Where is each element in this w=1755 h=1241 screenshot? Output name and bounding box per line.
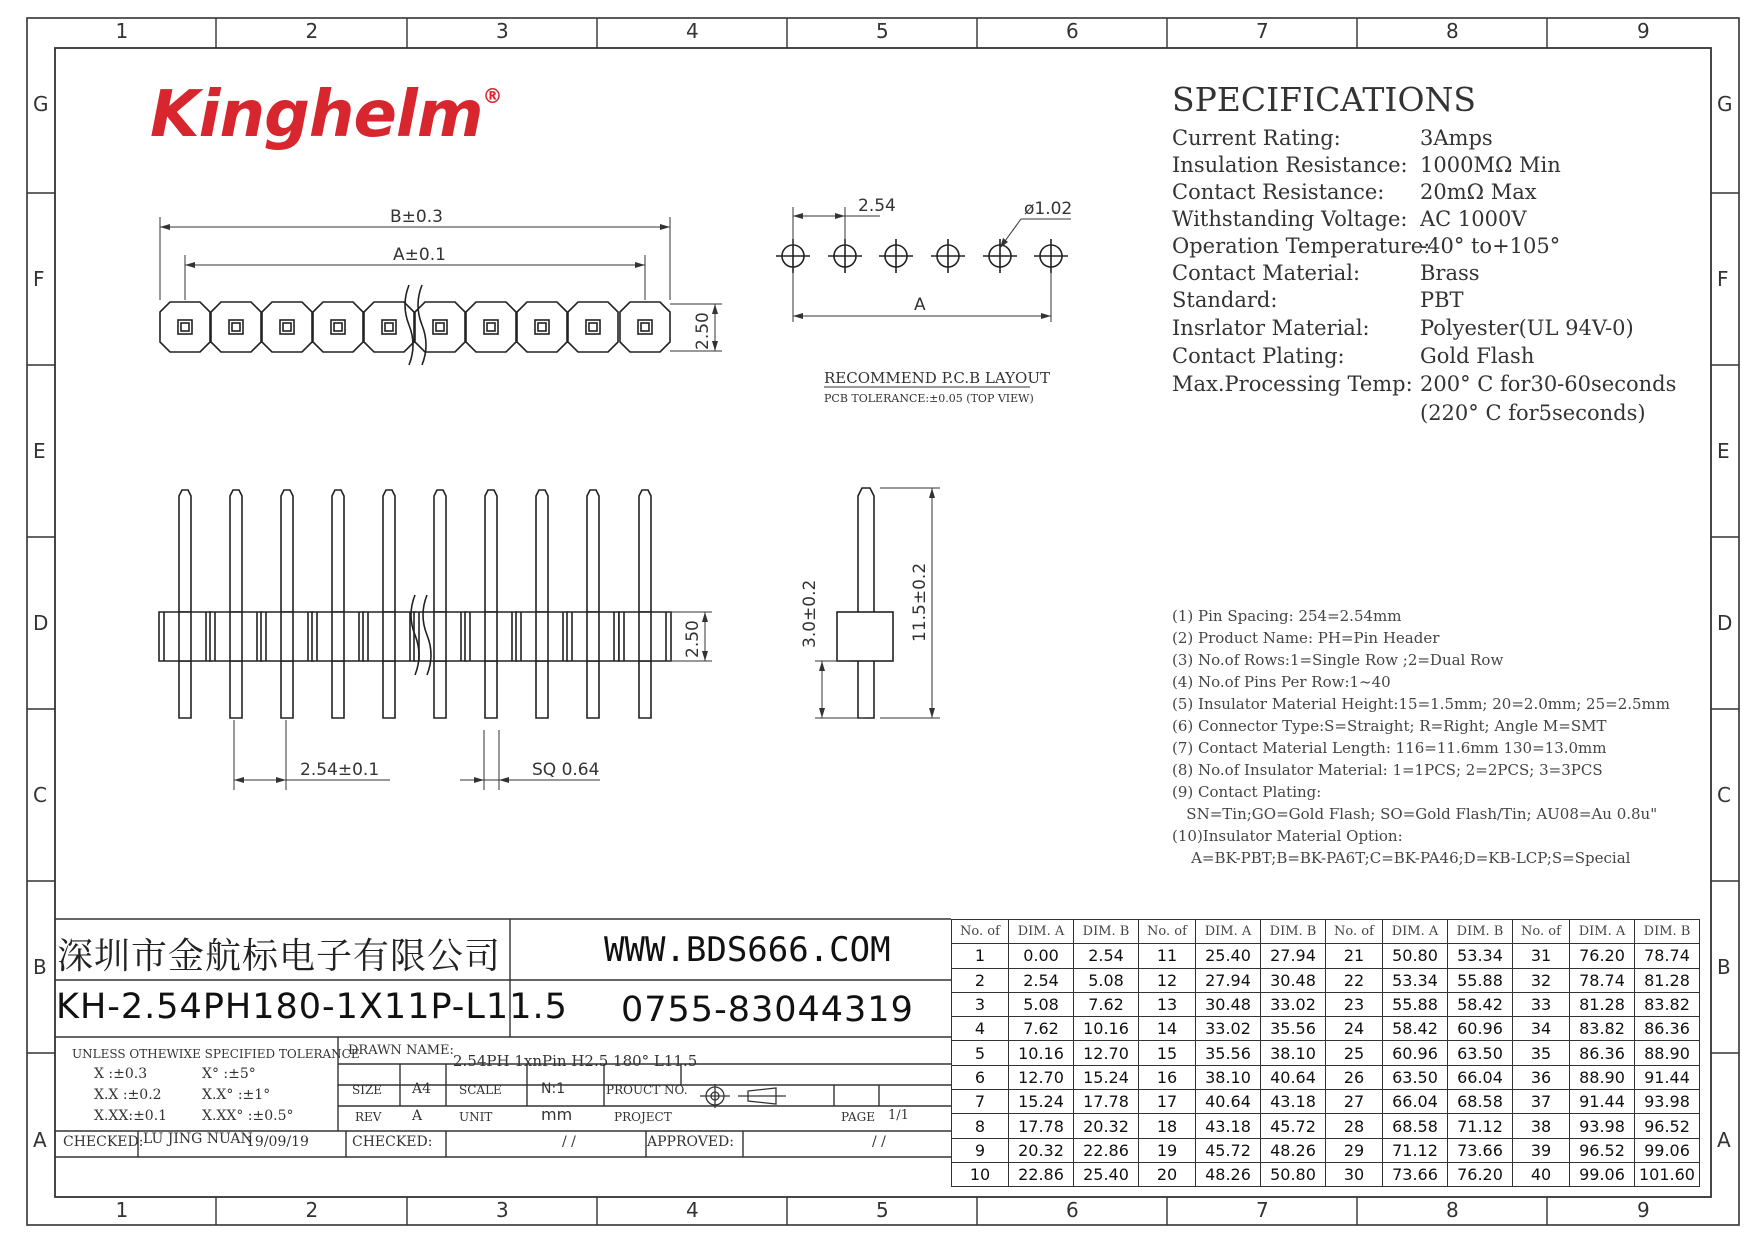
table-header-row xyxy=(952,920,1700,944)
table-cell: 60.96 xyxy=(1448,1017,1513,1041)
checked2-date: / / xyxy=(562,1134,576,1150)
table-cell: 96.52 xyxy=(1570,1138,1635,1162)
table-cell: 10.16 xyxy=(1009,1041,1074,1065)
table-cell: 91.44 xyxy=(1570,1090,1635,1114)
table-cell: 12 xyxy=(1139,968,1196,992)
table-cell: 43.18 xyxy=(1196,1114,1261,1138)
page-value: 1/1 xyxy=(888,1108,909,1123)
table-row xyxy=(952,1065,1700,1089)
top-height-label: 2.50 xyxy=(693,312,713,350)
table-cell: 78.74 xyxy=(1635,944,1700,968)
side-length-label: 11.5±0.2 xyxy=(910,562,930,642)
table-row xyxy=(952,1041,1700,1065)
frame-column-label: 6 xyxy=(1066,19,1079,43)
table-cell: 30 xyxy=(1326,1162,1383,1186)
table-cell: 29 xyxy=(1326,1138,1383,1162)
frame-column-label: 1 xyxy=(115,19,129,43)
spec-label: Contact Plating: xyxy=(1172,344,1345,368)
table-cell: 0.00 xyxy=(1009,944,1074,968)
spec-value: AC 1000V xyxy=(1420,207,1527,231)
table-cell: 25.40 xyxy=(1196,944,1261,968)
table-cell: 10 xyxy=(952,1162,1009,1186)
front-pin-label: SQ 0.64 xyxy=(532,760,600,780)
table-header: No. of xyxy=(1513,920,1570,944)
frame-column-label: 7 xyxy=(1256,19,1269,43)
size-value: A4 xyxy=(412,1081,432,1097)
table-cell: 68.58 xyxy=(1448,1090,1513,1114)
note-item: A=BK-PBT;B=BK-PA6T;C=BK-PA46;D=KB-LCP;S=Special xyxy=(1172,849,1631,867)
table-cell: 15 xyxy=(1139,1041,1196,1065)
table-header: DIM. A xyxy=(1196,920,1261,944)
note-item: (2) Product Name: PH=Pin Header xyxy=(1172,629,1440,647)
frame-row-label: E xyxy=(33,439,46,463)
frame-column-label: 8 xyxy=(1446,1198,1459,1222)
frame-column-label: 1 xyxy=(115,1198,129,1222)
spec-label: Insulation Resistance: xyxy=(1172,153,1408,177)
pcb-layout-title: RECOMMEND P.C.B LAYOUT xyxy=(824,369,1050,387)
page-label: PAGE xyxy=(841,1110,875,1124)
table-cell: 7 xyxy=(952,1090,1009,1114)
spec-label: Withstanding Voltage: xyxy=(1172,207,1408,231)
spec-value: 3Amps xyxy=(1420,126,1493,150)
size-label: SIZE xyxy=(352,1083,383,1097)
table-cell: 22 xyxy=(1326,968,1383,992)
table-cell: 78.74 xyxy=(1570,968,1635,992)
table-cell: 101.60 xyxy=(1635,1162,1700,1186)
frame-column-label: 9 xyxy=(1637,19,1650,43)
table-cell: 17.78 xyxy=(1009,1114,1074,1138)
tolerance-line-1: X :±0.3 xyxy=(94,1066,148,1082)
website: WWW.BDS666.COM xyxy=(604,930,891,970)
table-cell: 23 xyxy=(1326,992,1383,1016)
specifications-title: SPECIFICATIONS xyxy=(1172,80,1476,119)
phone-number: 0755-83044319 xyxy=(621,990,914,1030)
checked-label: CHECKED: xyxy=(63,1134,144,1150)
rev-value: A xyxy=(412,1108,423,1124)
table-header: No. of xyxy=(952,920,1009,944)
frame-column-label: 2 xyxy=(305,19,319,43)
table-cell: 35.56 xyxy=(1261,1017,1326,1041)
table-cell: 71.12 xyxy=(1448,1114,1513,1138)
dimension-table xyxy=(951,919,1700,1187)
spec-value: Brass xyxy=(1420,261,1480,285)
table-cell: 7.62 xyxy=(1074,992,1139,1016)
spec-value: Polyester(UL 94V-0) xyxy=(1420,316,1634,340)
table-row xyxy=(952,1138,1700,1162)
table-cell: 40.64 xyxy=(1196,1090,1261,1114)
frame-row-label: E xyxy=(1717,439,1730,463)
spec-value: -40° to+105° xyxy=(1420,234,1561,258)
table-cell: 58.42 xyxy=(1383,1017,1448,1041)
table-cell: 27.94 xyxy=(1261,944,1326,968)
projection-symbol xyxy=(700,1084,786,1108)
table-cell: 25.40 xyxy=(1074,1162,1139,1186)
spec-value: Gold Flash xyxy=(1420,344,1535,368)
table-cell: 60.96 xyxy=(1383,1041,1448,1065)
table-cell: 88.90 xyxy=(1635,1041,1700,1065)
scale-value: N:1 xyxy=(541,1081,566,1097)
spec-value: 200° C for30-60seconds xyxy=(1420,372,1677,396)
table-cell: 19 xyxy=(1139,1138,1196,1162)
table-cell: 88.90 xyxy=(1570,1065,1635,1089)
table-cell: 28 xyxy=(1326,1114,1383,1138)
table-cell: 31 xyxy=(1513,944,1570,968)
frame-column-label: 8 xyxy=(1446,19,1459,43)
table-cell: 5.08 xyxy=(1074,968,1139,992)
checked2-label: CHECKED: xyxy=(352,1134,433,1150)
table-cell: 15.24 xyxy=(1009,1090,1074,1114)
pcb-hole-label: ø1.02 xyxy=(1024,199,1073,219)
table-cell: 48.26 xyxy=(1261,1138,1326,1162)
table-cell: 71.12 xyxy=(1383,1138,1448,1162)
table-header: DIM. A xyxy=(1383,920,1448,944)
table-cell: 33.02 xyxy=(1196,1017,1261,1041)
table-cell: 9 xyxy=(952,1138,1009,1162)
frame-column-label: 4 xyxy=(686,1198,699,1222)
table-cell: 22.86 xyxy=(1009,1162,1074,1186)
table-row xyxy=(952,1090,1700,1114)
table-cell: 86.36 xyxy=(1635,1017,1700,1041)
table-cell: 83.82 xyxy=(1635,992,1700,1016)
table-cell: 35.56 xyxy=(1196,1041,1261,1065)
table-cell: 93.98 xyxy=(1570,1114,1635,1138)
spec-label: Max.Processing Temp: xyxy=(1172,372,1413,396)
note-item: (8) No.of Insulator Material: 1=1PCS; 2=2PCS; 3=3PCS xyxy=(1172,761,1603,779)
table-cell: 33.02 xyxy=(1261,992,1326,1016)
table-cell: 20.32 xyxy=(1074,1114,1139,1138)
table-cell: 68.58 xyxy=(1383,1114,1448,1138)
table-cell: 12.70 xyxy=(1009,1065,1074,1089)
frame-row-label: A xyxy=(33,1128,47,1152)
spec-value: 1000MΩ Min xyxy=(1420,153,1561,177)
table-cell: 63.50 xyxy=(1448,1041,1513,1065)
table-cell: 2 xyxy=(952,968,1009,992)
company-name: 深圳市金航标电子有限公司 xyxy=(57,936,502,977)
table-cell: 50.80 xyxy=(1261,1162,1326,1186)
frame-column-label: 7 xyxy=(1256,1198,1269,1222)
spec-value: (220° C for5seconds) xyxy=(1420,401,1646,425)
note-item: (3) No.of Rows:1=Single Row ;2=Dual Row xyxy=(1172,651,1504,669)
spec-value: 20mΩ Max xyxy=(1420,180,1537,204)
frame-row-label: D xyxy=(1717,611,1733,635)
table-cell: 48.26 xyxy=(1196,1162,1261,1186)
table-cell: 6 xyxy=(952,1065,1009,1089)
checked-by: LU JING NUAN xyxy=(143,1131,253,1147)
frame-row-label: D xyxy=(33,611,49,635)
note-item: (7) Contact Material Length: 116=11.6mm 130=13.0mm xyxy=(1172,739,1607,757)
table-header: DIM. B xyxy=(1074,920,1139,944)
table-cell: 45.72 xyxy=(1196,1138,1261,1162)
angle-tolerance-3: X.XX° :±0.5° xyxy=(202,1108,294,1124)
table-cell: 96.52 xyxy=(1635,1114,1700,1138)
front-height-label: 2.50 xyxy=(683,620,703,658)
product-no-label: PROUCT NO. xyxy=(606,1083,688,1097)
table-header: DIM. B xyxy=(1448,920,1513,944)
pcb-pitch-label: 2.54 xyxy=(858,196,896,216)
table-cell: 5 xyxy=(952,1041,1009,1065)
table-cell: 66.04 xyxy=(1448,1065,1513,1089)
table-cell: 30.48 xyxy=(1196,992,1261,1016)
table-cell: 38.10 xyxy=(1261,1041,1326,1065)
table-row xyxy=(952,944,1700,968)
table-cell: 2.54 xyxy=(1074,944,1139,968)
table-cell: 50.80 xyxy=(1383,944,1448,968)
table-cell: 22.86 xyxy=(1074,1138,1139,1162)
table-cell: 21 xyxy=(1326,944,1383,968)
table-cell: 53.34 xyxy=(1383,968,1448,992)
table-cell: 81.28 xyxy=(1570,992,1635,1016)
checked-date: 19/09/19 xyxy=(246,1134,309,1150)
frame-column-label: 9 xyxy=(1637,1198,1650,1222)
approved-date: / / xyxy=(872,1134,886,1150)
frame-row-label: G xyxy=(1717,92,1733,116)
frame-column-label: 6 xyxy=(1066,1198,1079,1222)
table-cell: 81.28 xyxy=(1635,968,1700,992)
spec-label: Contact Resistance: xyxy=(1172,180,1385,204)
table-row xyxy=(952,992,1700,1016)
angle-tolerance-1: X° :±5° xyxy=(202,1066,256,1082)
angle-tolerance-2: X.X° :±1° xyxy=(202,1087,271,1103)
table-cell: 76.20 xyxy=(1448,1162,1513,1186)
spec-label: Contact Material: xyxy=(1172,261,1361,285)
logo-text: Kinghelm xyxy=(150,78,483,152)
side-lower-pin-label: 3.0±0.2 xyxy=(800,579,820,648)
table-cell: 38.10 xyxy=(1196,1065,1261,1089)
table-cell: 1 xyxy=(952,944,1009,968)
table-cell: 24 xyxy=(1326,1017,1383,1041)
table-cell: 3 xyxy=(952,992,1009,1016)
table-cell: 39 xyxy=(1513,1138,1570,1162)
spec-label: Insrlator Material: xyxy=(1172,316,1370,340)
drawn-name-label: DRAWN NAME: xyxy=(348,1043,454,1058)
frame-row-label: F xyxy=(33,267,45,291)
unit-label: UNIT xyxy=(459,1110,493,1124)
table-cell: 36 xyxy=(1513,1065,1570,1089)
frame-row-label: G xyxy=(33,92,49,116)
table-cell: 93.98 xyxy=(1635,1090,1700,1114)
frame-column-label: 3 xyxy=(496,19,509,43)
spec-label: Standard: xyxy=(1172,288,1278,312)
table-cell: 20.32 xyxy=(1009,1138,1074,1162)
frame-column-label: 4 xyxy=(686,19,699,43)
table-cell: 34 xyxy=(1513,1017,1570,1041)
approved-label: APPROVED: xyxy=(647,1134,734,1150)
table-cell: 33 xyxy=(1513,992,1570,1016)
table-cell: 73.66 xyxy=(1448,1138,1513,1162)
table-cell: 43.18 xyxy=(1261,1090,1326,1114)
table-cell: 14 xyxy=(1139,1017,1196,1041)
spec-label: Current Rating: xyxy=(1172,126,1341,150)
front-pitch-label: 2.54±0.1 xyxy=(300,760,380,780)
pcb-span-label: A xyxy=(914,295,926,315)
table-cell: 91.44 xyxy=(1635,1065,1700,1089)
table-header: No. of xyxy=(1139,920,1196,944)
table-cell: 17 xyxy=(1139,1090,1196,1114)
table-cell: 35 xyxy=(1513,1041,1570,1065)
frame-row-label: B xyxy=(1717,955,1731,979)
table-cell: 12.70 xyxy=(1074,1041,1139,1065)
table-cell: 8 xyxy=(952,1114,1009,1138)
table-cell: 40.64 xyxy=(1261,1065,1326,1089)
table-cell: 58.42 xyxy=(1448,992,1513,1016)
table-cell: 26 xyxy=(1326,1065,1383,1089)
frame-row-label: C xyxy=(1717,783,1731,807)
table-cell: 10.16 xyxy=(1074,1017,1139,1041)
table-header: No. of xyxy=(1326,920,1383,944)
unit-value: mm xyxy=(541,1105,573,1124)
table-cell: 7.62 xyxy=(1009,1017,1074,1041)
table-cell: 27 xyxy=(1326,1090,1383,1114)
table-cell: 55.88 xyxy=(1448,968,1513,992)
pcb-tolerance: PCB TOLERANCE:±0.05 (TOP VIEW) xyxy=(824,392,1034,405)
table-cell: 55.88 xyxy=(1383,992,1448,1016)
table-cell: 18 xyxy=(1139,1114,1196,1138)
registered-mark: ® xyxy=(482,84,502,108)
table-cell: 13 xyxy=(1139,992,1196,1016)
table-cell: 4 xyxy=(952,1017,1009,1041)
table-cell: 37 xyxy=(1513,1090,1570,1114)
tolerance-title: UNLESS OTHEWIXE SPECIFIED TOLERANCE xyxy=(72,1047,360,1061)
table-cell: 38 xyxy=(1513,1114,1570,1138)
project-label: PROJECT xyxy=(614,1110,672,1124)
frame-column-label: 5 xyxy=(876,19,889,43)
scale-label: SCALE xyxy=(459,1083,502,1097)
note-item: (10)Insulator Material Option: xyxy=(1172,827,1403,845)
frame-row-label: B xyxy=(33,955,47,979)
table-cell: 66.04 xyxy=(1383,1090,1448,1114)
table-row xyxy=(952,1162,1700,1186)
frame-row-label: A xyxy=(1717,1128,1731,1152)
table-cell: 5.08 xyxy=(1009,992,1074,1016)
note-item: SN=Tin;GO=Gold Flash; SO=Gold Flash/Tin; AU08=Au 0.8u" xyxy=(1172,805,1658,823)
frame-column-label: 2 xyxy=(305,1198,319,1222)
table-cell: 32 xyxy=(1513,968,1570,992)
table-header: DIM. A xyxy=(1009,920,1074,944)
part-number: KH-2.54PH180-1X11P-L11.5 xyxy=(56,987,568,1027)
table-header: DIM. B xyxy=(1261,920,1326,944)
table-cell: 27.94 xyxy=(1196,968,1261,992)
table-cell: 99.06 xyxy=(1635,1138,1700,1162)
dim-a-label: A±0.1 xyxy=(393,245,446,265)
note-item: (1) Pin Spacing: 254=2.54mm xyxy=(1172,607,1402,625)
table-cell: 11 xyxy=(1139,944,1196,968)
table-cell: 53.34 xyxy=(1448,944,1513,968)
table-cell: 63.50 xyxy=(1383,1065,1448,1089)
drawn-name-value: 2.54PH 1xnPin H2.5 180° L11.5 xyxy=(453,1052,698,1070)
table-cell: 2.54 xyxy=(1009,968,1074,992)
table-cell: 30.48 xyxy=(1261,968,1326,992)
frame-column-label: 3 xyxy=(496,1198,509,1222)
note-item: (6) Connector Type:S=Straight; R=Right; Angle M=SMT xyxy=(1172,717,1607,735)
rev-label: REV xyxy=(355,1110,382,1124)
table-cell: 99.06 xyxy=(1570,1162,1635,1186)
spec-label: Operation Temperature: xyxy=(1172,234,1431,258)
table-cell: 20 xyxy=(1139,1162,1196,1186)
table-row xyxy=(952,1114,1700,1138)
table-header: DIM. A xyxy=(1570,920,1635,944)
table-cell: 76.20 xyxy=(1570,944,1635,968)
table-cell: 73.66 xyxy=(1383,1162,1448,1186)
table-row xyxy=(952,968,1700,992)
table-cell: 25 xyxy=(1326,1041,1383,1065)
table-cell: 83.82 xyxy=(1570,1017,1635,1041)
dim-b-label: B±0.3 xyxy=(390,207,443,227)
tolerance-line-2: X.X :±0.2 xyxy=(94,1087,162,1103)
table-header: DIM. B xyxy=(1635,920,1700,944)
note-item: (9) Contact Plating: xyxy=(1172,783,1322,801)
tolerance-line-3: X.XX:±0.1 xyxy=(94,1108,168,1124)
frame-column-label: 5 xyxy=(876,1198,889,1222)
table-cell: 17.78 xyxy=(1074,1090,1139,1114)
table-cell: 15.24 xyxy=(1074,1065,1139,1089)
table-cell: 45.72 xyxy=(1261,1114,1326,1138)
table-row xyxy=(952,1017,1700,1041)
table-cell: 40 xyxy=(1513,1162,1570,1186)
table-cell: 16 xyxy=(1139,1065,1196,1089)
note-item: (5) Insulator Material Height:15=1.5mm; 20=2.0mm; 25=2.5mm xyxy=(1172,695,1670,713)
note-item: (4) No.of Pins Per Row:1~40 xyxy=(1172,673,1391,691)
spec-value: PBT xyxy=(1420,288,1464,312)
frame-row-label: C xyxy=(33,783,47,807)
frame-row-label: F xyxy=(1717,267,1729,291)
table-cell: 86.36 xyxy=(1570,1041,1635,1065)
